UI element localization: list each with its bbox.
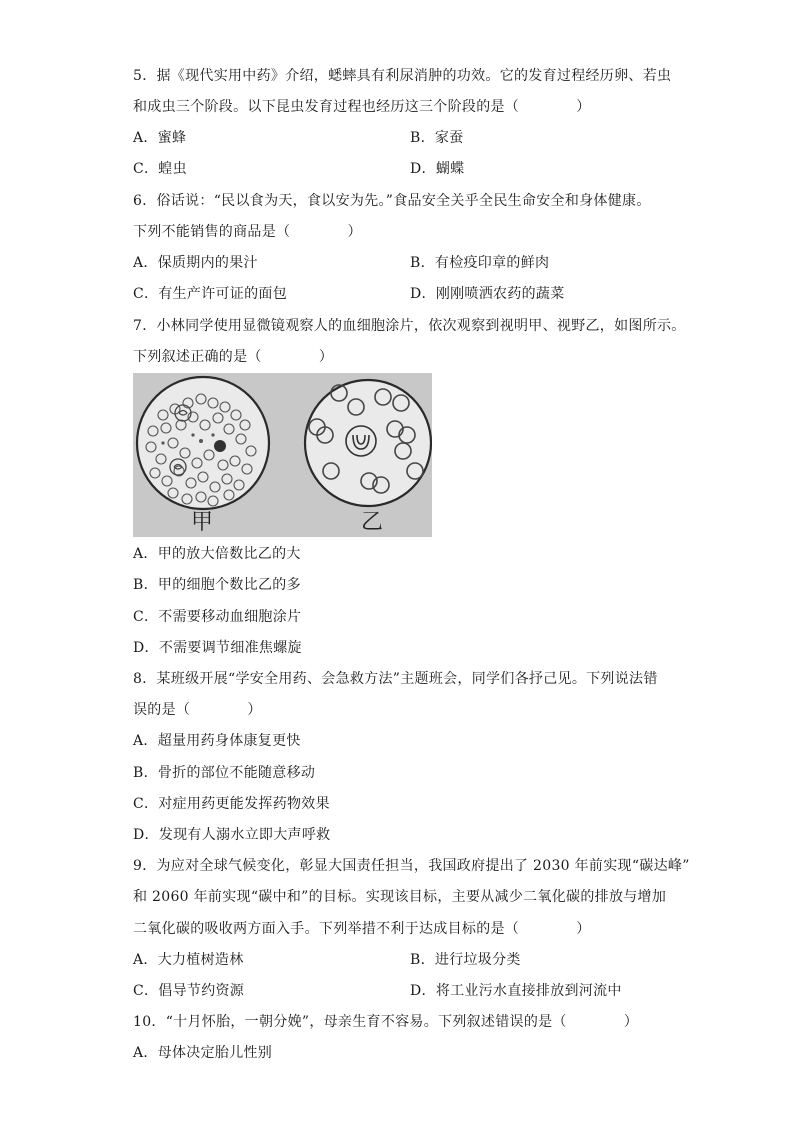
field-of-view-jia — [137, 377, 269, 509]
question-9-stem-line-3: 二氧化碳的吸收两方面入手。下列举措不利于达成目标的是（ ） — [133, 921, 591, 937]
question-7-option-d: D．不需要调节细准焦螺旋 — [133, 640, 302, 656]
question-10-stem-line-1: 10．“十月怀胎，一朝分娩”，母亲生育不容易。下列叙述错误的是（ ） — [133, 1014, 639, 1030]
question-9-stem-line-2: 和 2060 年前实现“碳中和”的目标。实现该目标，主要从减少二氧化碳的排放与增加 — [133, 889, 667, 905]
question-5-stem-line-2: 和成虫三个阶段。以下昆虫发育过程也经历这三个阶段的是（ ） — [133, 99, 591, 115]
question-7-stem-line-2: 下列叙述正确的是（ ） — [133, 349, 334, 365]
question-7-option-c: C．不需要移动血细胞涂片 — [133, 609, 302, 625]
question-8-option-c: C．对症用药更能发挥药物效果 — [133, 796, 330, 812]
question-9-stem-line-1: 9．为应对全球气候变化，彰显大国责任担当，我国政府提出了 2030 年前实现“碳达峰” — [133, 858, 690, 874]
microscope-views-figure — [133, 373, 432, 537]
figure-label-jia: 甲 — [191, 510, 214, 535]
question-6-stem-line-1: 6．俗话说：“民以食为天，食以安为先。”食品安全关乎全民生命安全和身体健康。 — [133, 193, 651, 209]
question-8-stem-line-1: 8．某班级开展“学安全用药、会急救方法”主题班会，同学们各抒己见。下列说法错 — [133, 671, 658, 687]
question-5-stem-line-1: 5．据《现代实用中药》介绍，蟋蟀具有利尿消肿的功效。它的发育过程经历卵、若虫 — [133, 68, 672, 84]
question-6-stem-line-2: 下列不能销售的商品是（ ） — [133, 224, 362, 240]
question-5-option-d: D．蝴蝶 — [410, 161, 465, 177]
question-8-stem-line-2: 误的是（ ） — [133, 702, 262, 718]
question-9-option-d: D．将工业污水直接排放到河流中 — [410, 983, 622, 999]
question-8-option-d: D．发现有人溺水立即大声呼救 — [133, 827, 331, 843]
question-6-option-a: A．保质期内的果汁 — [133, 255, 258, 271]
question-6-option-c: C．有生产许可证的面包 — [133, 286, 288, 302]
question-5-option-b: B．家蚕 — [410, 130, 464, 146]
question-8-option-a: A．超量用药身体康复更快 — [133, 733, 301, 749]
field-of-view-yi — [305, 380, 431, 506]
question-10-option-a: A．母体决定胎儿性别 — [133, 1045, 273, 1061]
question-7-option-a: A．甲的放大倍数比乙的大 — [133, 546, 301, 562]
question-6-option-d: D．刚刚喷洒农药的蔬菜 — [410, 286, 565, 302]
question-5-option-a: A．蜜蜂 — [133, 130, 187, 146]
question-7-option-b: B．甲的细胞个数比乙的多 — [133, 577, 301, 593]
question-5-option-c: C．蝗虫 — [133, 161, 187, 177]
figure-label-yi: 乙 — [361, 510, 384, 535]
question-9-option-c: C．倡导节约资源 — [133, 983, 245, 999]
question-7-stem-line-1: 7．小林同学使用显微镜观察人的血细胞涂片，依次观察到视明甲、视野乙，如图所示。 — [133, 318, 686, 334]
question-6-option-b: B．有检疫印章的鲜肉 — [410, 255, 550, 271]
question-9-option-b: B．进行垃圾分类 — [410, 952, 521, 968]
question-8-option-b: B．骨折的部位不能随意移动 — [133, 765, 316, 781]
question-9-option-a: A．大力植树造林 — [133, 952, 244, 968]
